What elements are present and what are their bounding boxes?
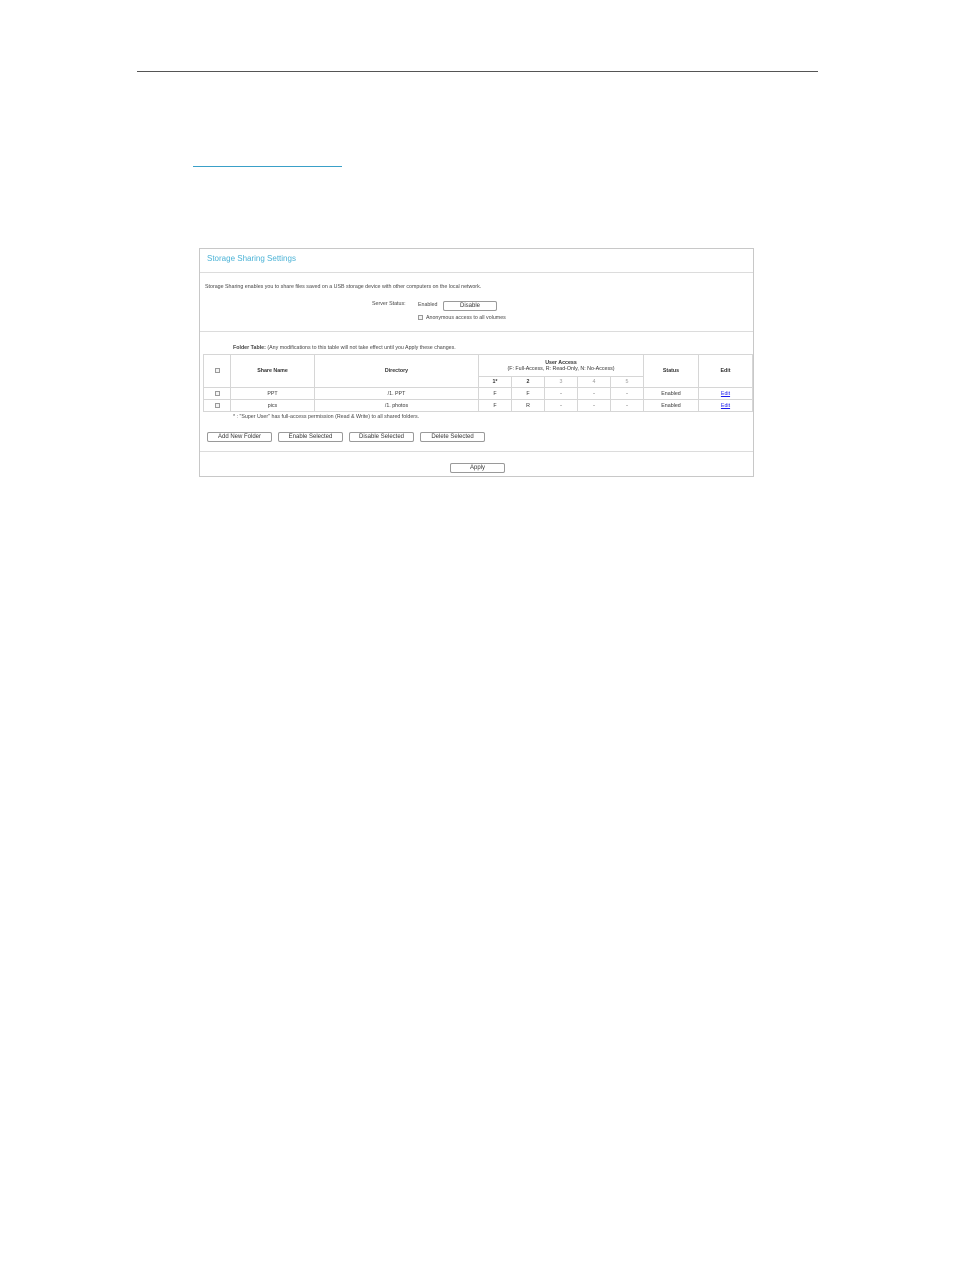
access-cell: - — [611, 388, 644, 400]
row-checkbox[interactable] — [215, 403, 220, 408]
directory-cell: /1. photos — [315, 400, 479, 412]
panel-description: Storage Sharing enables you to share files saved on a USB storage device with other computers on the local network. — [205, 284, 482, 290]
apply-button[interactable]: Apply — [450, 463, 505, 473]
col-user-3: 3 — [545, 377, 578, 388]
status-cell: Enabled — [644, 400, 699, 412]
access-cell: F — [512, 388, 545, 400]
anonymous-access-label: Anonymous access to all volumes — [426, 315, 506, 321]
disable-server-button[interactable]: Disable — [443, 301, 497, 311]
col-user-4: 4 — [578, 377, 611, 388]
share-name-cell: PPT — [231, 388, 315, 400]
col-user-access — [479, 355, 644, 377]
storage-sharing-panel — [199, 248, 754, 477]
access-cell: - — [611, 400, 644, 412]
share-name-cell: pics — [231, 400, 315, 412]
server-status-label: Server Status: — [372, 301, 406, 307]
user-access-legend: (F: Full-Access, R: Read-Only, N: No-Access) — [507, 365, 615, 372]
link-underline — [193, 166, 342, 167]
table-row — [204, 400, 753, 412]
divider — [200, 451, 753, 452]
col-edit: Edit — [699, 355, 753, 388]
col-user-5: 5 — [611, 377, 644, 388]
select-all-cell — [204, 355, 231, 388]
delete-selected-button[interactable]: Delete Selected — [420, 432, 485, 442]
access-cell: - — [578, 400, 611, 412]
table-row — [204, 388, 753, 400]
access-cell: - — [545, 388, 578, 400]
server-status-value: Enabled — [418, 302, 438, 308]
access-cell: F — [479, 388, 512, 400]
row-checkbox[interactable] — [215, 391, 220, 396]
user-access-title: User Access — [545, 359, 577, 366]
disable-selected-button[interactable]: Disable Selected — [349, 432, 414, 442]
folder-table-label: Folder Table: — [233, 345, 266, 351]
access-cell: F — [479, 400, 512, 412]
access-cell: - — [578, 388, 611, 400]
page-header-rule — [137, 71, 818, 72]
enable-selected-button[interactable]: Enable Selected — [278, 432, 343, 442]
access-cell: - — [545, 400, 578, 412]
folder-table-note: (Any modifications to this table will not take effect until you Apply these changes. — [267, 345, 456, 351]
col-share-name: Share Name — [231, 355, 315, 388]
col-status: Status — [644, 355, 699, 388]
col-user-1: 1* — [479, 377, 512, 388]
status-cell: Enabled — [644, 388, 699, 400]
row-select-cell — [204, 400, 231, 412]
row-select-cell — [204, 388, 231, 400]
edit-link[interactable]: Edit — [720, 402, 731, 409]
anonymous-access-checkbox[interactable] — [418, 315, 423, 320]
divider — [200, 331, 753, 332]
divider — [200, 272, 753, 273]
folder-table-caption — [233, 345, 456, 351]
edit-cell — [699, 388, 753, 400]
directory-cell: /1. PPT — [315, 388, 479, 400]
select-all-checkbox[interactable] — [215, 368, 220, 373]
edit-link[interactable]: Edit — [720, 390, 731, 397]
access-cell: R — [512, 400, 545, 412]
add-new-folder-button[interactable]: Add New Folder — [207, 432, 272, 442]
edit-cell — [699, 400, 753, 412]
footnote: * : "Super User" has full-access permission (Read & Write) to all shared folders. — [233, 414, 420, 420]
col-directory: Directory — [315, 355, 479, 388]
folder-table — [203, 354, 753, 412]
panel-title: Storage Sharing Settings — [207, 254, 296, 263]
col-user-2: 2 — [512, 377, 545, 388]
